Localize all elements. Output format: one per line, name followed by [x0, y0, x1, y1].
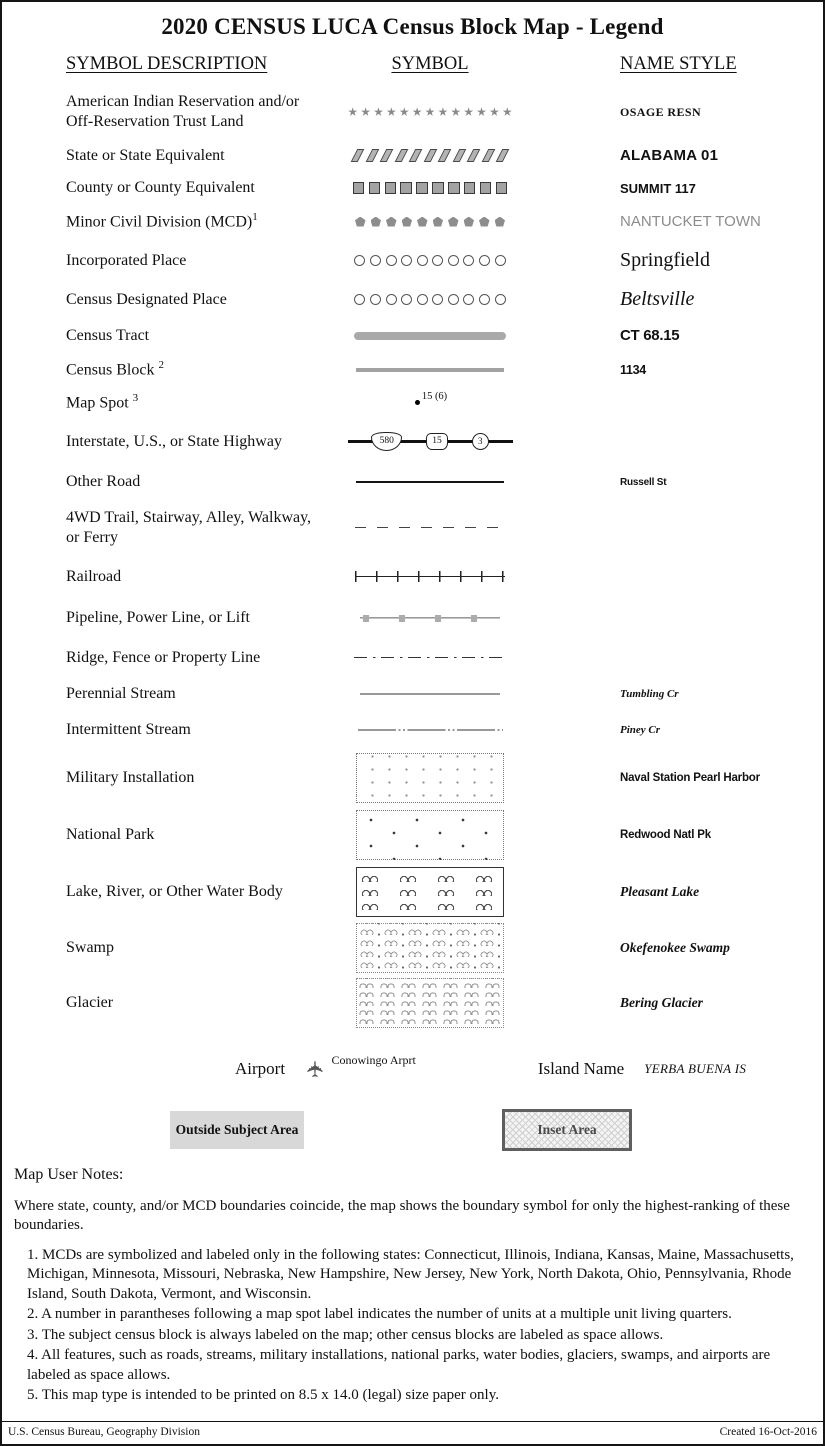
- column-headers: [2, 54, 823, 75]
- name-style-sample: Naval Station Pearl Harbor: [620, 771, 760, 784]
- perennial-stream-symbol: [338, 693, 522, 695]
- circle-icon: [386, 255, 397, 266]
- road-line-icon: [356, 481, 504, 482]
- railroad-symbol: [338, 571, 522, 582]
- slash-icon: [467, 149, 480, 162]
- symbol-description: Intermittent Stream: [66, 721, 191, 738]
- railroad-line-icon: [355, 571, 505, 582]
- notes-intro: Where state, county, and/or MCD boundaries coincide, the map shows the boundary symbol for only the highest-ranking of these boundaries.: [14, 1197, 790, 1234]
- trail-symbol: [338, 527, 522, 529]
- slash-icon: [452, 149, 465, 162]
- pentagon-icon: [355, 217, 366, 227]
- square-icon: [496, 182, 508, 194]
- square-icon: [432, 182, 444, 194]
- symbol-description: Census Designated Place: [66, 290, 227, 308]
- block-line-icon: [356, 368, 504, 372]
- other-road-symbol: [338, 481, 522, 482]
- outside-subject-area-swatch: Outside Subject Area: [170, 1111, 304, 1149]
- map-spot-label: 15 (6): [421, 391, 448, 402]
- symbol-description: Map Spot $^3$: [66, 391, 139, 412]
- area-samples-row: [2, 1109, 823, 1151]
- symbol-description: National Park: [66, 826, 155, 843]
- interstate-shield-icon: 580: [371, 432, 402, 451]
- pipeline-symbol: [338, 615, 522, 622]
- circle-icon: [448, 255, 459, 266]
- row-cdp: [2, 282, 823, 317]
- note-item-2: 2. A number in parantheses following a map spot label indicates the number of units at a multiple unit living quarters.: [27, 1306, 732, 1323]
- page-title: 2020 CENSUS LUCA Census Block Map - Legend: [161, 14, 664, 39]
- slash-icon: [380, 149, 393, 162]
- symbol-description: Glacier: [66, 994, 114, 1011]
- star-icon: [464, 107, 474, 117]
- circle-icon: [479, 294, 490, 305]
- state-boundary-symbol: [338, 149, 522, 162]
- symbol-description: Military Installation: [66, 768, 195, 786]
- pentagon-icon: [495, 217, 506, 227]
- row-glacier: [2, 975, 823, 1031]
- name-style-sample: 1134: [620, 363, 646, 377]
- incorporated-place-symbol: [338, 255, 522, 266]
- water-body-symbol: [338, 867, 522, 917]
- slash-icon: [438, 149, 451, 162]
- row-incorporated-place: [2, 239, 823, 282]
- pentagon-icon: [402, 217, 413, 227]
- mcd-boundary-symbol: [338, 217, 522, 227]
- footer-agency: U.S. Census Bureau, Geography Division: [8, 1426, 200, 1438]
- name-style-sample: CT 68.15: [620, 327, 680, 344]
- row-other-road: [2, 464, 823, 500]
- star-icon: [400, 107, 410, 117]
- footer: [2, 1421, 823, 1444]
- name-style-sample: OSAGE RESN: [620, 104, 702, 119]
- inset-area-swatch: Inset Area: [502, 1109, 632, 1151]
- circle-icon: [401, 294, 412, 305]
- airport-name-sample: Conowingo Arprt: [331, 1052, 416, 1067]
- name-style-sample: Beltsville: [620, 288, 695, 310]
- pentagon-icon: [479, 217, 490, 227]
- symbol-description: State or State Equivalent: [66, 146, 225, 164]
- circle-icon: [417, 294, 428, 305]
- symbol-description: Census Block $^2$: [66, 359, 164, 379]
- star-icon: [490, 107, 500, 117]
- pentagon-icon: [386, 217, 397, 227]
- symbol-description: American Indian Reservation and/or Off-Reservation Trust Land: [66, 93, 300, 130]
- slash-icon: [409, 149, 422, 162]
- cdp-symbol: [338, 294, 522, 305]
- row-railroad: [2, 555, 823, 598]
- circle-icon: [401, 255, 412, 266]
- header-symbol: SYMBOL: [391, 54, 469, 74]
- highway-line-icon: [348, 432, 513, 452]
- star-icon: [451, 107, 461, 117]
- airport-label: Airport: [235, 1059, 286, 1078]
- circle-icon: [417, 255, 428, 266]
- row-highway: [2, 419, 823, 464]
- star-icon: [477, 107, 487, 117]
- header-name-style: NAME STYLE: [620, 54, 737, 74]
- notes-heading: Map User Notes:: [14, 1166, 124, 1183]
- census-block-symbol: [338, 368, 522, 372]
- circle-icon: [432, 255, 443, 266]
- row-reservation: [2, 85, 823, 139]
- symbol-description: Minor Civil Division (MCD)$^1$: [66, 210, 258, 231]
- slash-icon: [351, 149, 364, 162]
- header-symbol-description: SYMBOL DESCRIPTION: [66, 54, 268, 74]
- row-military: [2, 749, 823, 806]
- symbol-description: Pipeline, Power Line, or Lift: [66, 609, 250, 626]
- pentagon-icon: [448, 217, 459, 227]
- square-icon: [448, 182, 460, 194]
- note-item-3: 3. The subject census block is always labeled on the map; other census blocks are labeled as space allows.: [27, 1326, 664, 1343]
- slash-icon: [423, 149, 436, 162]
- name-style-sample: Tumbling Cr: [620, 688, 679, 700]
- row-lake: [2, 864, 823, 920]
- intermittent-line-icon: [358, 729, 503, 731]
- circle-icon: [495, 294, 506, 305]
- row-state: [2, 139, 823, 172]
- us-route-shield-icon: 15: [426, 433, 448, 450]
- star-icon: [438, 107, 448, 117]
- swamp-pattern-icon: [356, 923, 504, 973]
- star-icon: [425, 107, 435, 117]
- square-icon: [464, 182, 476, 194]
- name-style-sample: Russell St: [620, 476, 667, 488]
- row-national-park: [2, 806, 823, 864]
- star-icon: [387, 107, 397, 117]
- row-census-block: [2, 354, 823, 386]
- row-trail: [2, 500, 823, 555]
- star-icon: [361, 107, 371, 117]
- circle-icon: [463, 255, 474, 266]
- circle-icon: [354, 255, 365, 266]
- symbol-description: Swamp: [66, 938, 114, 956]
- star-icon: [503, 107, 513, 117]
- row-perennial-stream: [2, 677, 823, 711]
- glacier-symbol: [338, 978, 522, 1028]
- name-style-sample: Redwood Natl Pk: [620, 829, 711, 841]
- slash-icon: [481, 149, 494, 162]
- pentagon-icon: [433, 217, 444, 227]
- symbol-description: Lake, River, or Other Water Body: [66, 883, 283, 900]
- island-name-label: Island Name: [537, 1059, 625, 1078]
- row-ridge: [2, 638, 823, 677]
- name-style-sample: Bering Glacier: [620, 995, 703, 1010]
- symbol-description: Railroad: [66, 567, 122, 585]
- symbol-description: Census Tract: [66, 326, 150, 344]
- airport-island-row: [2, 1045, 823, 1093]
- symbol-description: 4WD Trail, Stairway, Alley, Walkway, or Ferry: [66, 508, 312, 546]
- circle-icon: [432, 294, 443, 305]
- slash-icon: [496, 149, 509, 162]
- name-style-sample: SUMMIT 117: [620, 180, 696, 196]
- name-style-sample: Pleasant Lake: [620, 884, 700, 899]
- map-spot-symbol: [338, 391, 522, 408]
- water-pattern-icon: [356, 867, 504, 917]
- name-style-sample: Piney Cr: [620, 724, 661, 736]
- national-park-symbol: [338, 810, 522, 860]
- footer-created-date: Created 16-Oct-2016: [719, 1426, 817, 1438]
- note-item-5: 5. This map type is intended to be printed on 8.5 x 14.0 (legal) size paper only.: [27, 1387, 499, 1404]
- star-icon: [374, 107, 384, 117]
- symbol-description: Other Road: [66, 473, 141, 490]
- note-item-4: 4. All features, such as roads, streams, military installations, national parks, water bodies, glaciers, swamps, and airports are labeled as space allows.: [27, 1347, 771, 1383]
- row-map-spot: [2, 386, 823, 419]
- pentagon-icon: [464, 217, 475, 227]
- slash-icon: [365, 149, 378, 162]
- symbol-description: County or County Equivalent: [66, 179, 255, 196]
- circle-icon: [448, 294, 459, 305]
- square-icon: [369, 182, 381, 194]
- name-style-sample: NANTUCKET TOWN: [620, 213, 761, 230]
- pentagon-icon: [371, 217, 382, 227]
- census-tract-symbol: [338, 332, 522, 340]
- military-pattern-icon: [356, 753, 504, 803]
- star-icon: [348, 107, 358, 117]
- circle-icon: [354, 294, 365, 305]
- highway-symbol: [338, 432, 522, 452]
- island-name-sample: YERBA BUENA IS: [644, 1061, 747, 1076]
- ridge-symbol: [338, 657, 522, 659]
- dash-dot-line-icon: [354, 657, 506, 659]
- symbol-description: Ridge, Fence or Property Line: [66, 648, 261, 666]
- name-style-sample: ALABAMA 01: [620, 147, 719, 164]
- symbol-description: Interstate, U.S., or State Highway: [66, 432, 282, 450]
- square-icon: [480, 182, 492, 194]
- note-item-1: 1. MCDs are symbolized and labeled only in the following states: Connecticut, Illinois, Indiana, Kansas, Maine, Massachusetts, Michigan, Minnesota, Missouri, Nebraska, New Hampshire, New Jersey, New York, North Dakota, Ohio, Pennsylvania, Rhode Island, South Dakota, Vermont, and Wisconsin.: [27, 1246, 794, 1302]
- square-icon: [353, 182, 365, 194]
- swamp-symbol: [338, 923, 522, 973]
- state-route-shield-icon: 3: [472, 433, 489, 450]
- pipeline-line-icon: [360, 615, 500, 622]
- stream-line-icon: [360, 693, 500, 695]
- row-intermittent-stream: [2, 711, 823, 749]
- square-icon: [400, 182, 412, 194]
- circle-icon: [479, 255, 490, 266]
- star-icon: [412, 107, 422, 117]
- military-area-symbol: [338, 753, 522, 803]
- symbol-description: Incorporated Place: [66, 251, 187, 269]
- name-style-sample: Okefenokee Swamp: [620, 939, 730, 955]
- airplane-icon: ✈: [303, 1059, 329, 1079]
- circle-icon: [370, 294, 381, 305]
- circle-icon: [370, 255, 381, 266]
- park-pattern-icon: [356, 810, 504, 860]
- slash-icon: [394, 149, 407, 162]
- row-county: [2, 172, 823, 204]
- square-icon: [416, 182, 428, 194]
- circle-icon: [463, 294, 474, 305]
- symbol-description: Perennial Stream: [66, 685, 176, 702]
- glacier-pattern-icon: [356, 978, 504, 1028]
- circle-icon: [495, 255, 506, 266]
- tract-line-icon: [354, 332, 506, 340]
- reservation-boundary-symbol: [338, 107, 522, 117]
- intermittent-stream-symbol: [338, 729, 522, 731]
- square-icon: [385, 182, 397, 194]
- row-swamp: [2, 920, 823, 975]
- row-census-tract: [2, 317, 823, 354]
- row-pipeline: [2, 598, 823, 638]
- dashed-line-icon: [355, 527, 505, 529]
- map-user-notes: [2, 1151, 823, 1406]
- name-style-sample: Springfield: [620, 249, 710, 271]
- county-boundary-symbol: [338, 182, 522, 194]
- circle-icon: [386, 294, 397, 305]
- row-mcd: [2, 204, 823, 239]
- pentagon-icon: [417, 217, 428, 227]
- map-spot-dot-icon: [415, 400, 420, 405]
